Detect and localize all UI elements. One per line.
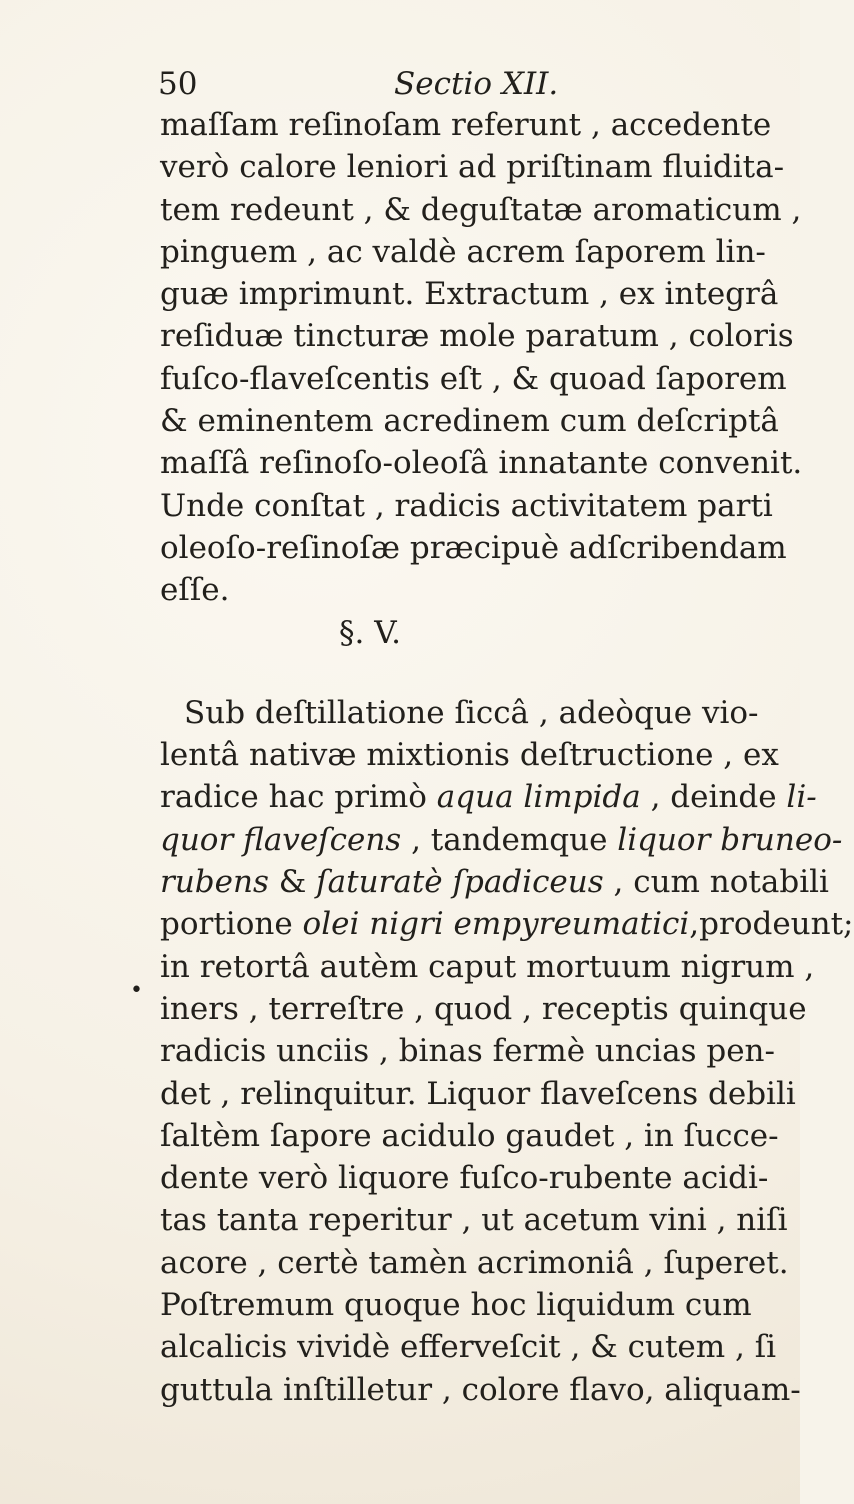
text-line — [160, 861, 829, 903]
text-run: ,prodeunt; — [689, 906, 854, 943]
text-line: Poſtremum quoque hoc liquidum cum — [160, 1287, 752, 1324]
body-text — [160, 104, 854, 1411]
text-line: pinguem , ac valdè acrem ſaporem lin- — [160, 233, 766, 270]
text-line: det , relinquitur. Liquor flaveſcens debili — [160, 1075, 796, 1112]
text-line: alcalicis vividè efferveſcit , & cutem , ſi — [160, 1329, 777, 1366]
italic-term: quor flaveſcens — [160, 821, 402, 858]
section-heading: §. V. — [338, 614, 402, 651]
paragraph-2 — [160, 692, 854, 1411]
text-line: dente verò liquore fuſco-rubente acidi- — [160, 1160, 769, 1197]
paragraph-1 — [160, 104, 803, 612]
text-line: in retortâ autèm caput mortuum nigrum , — [160, 948, 815, 985]
text-line: lentâ nativæ mixtionis deſtructione , ex — [160, 737, 779, 774]
text-line: Unde conſtat , radicis activitatem parti — [160, 487, 773, 524]
text-line: ſaltèm ſapore acidulo gaudet , in ſucce- — [160, 1117, 779, 1154]
text-line — [160, 776, 817, 818]
page-number: 50 — [158, 66, 198, 102]
italic-term: li- — [786, 779, 817, 816]
text-run: radice hac primò — [160, 779, 437, 816]
text-line: maſſâ reſinoſo-oleoſâ innatante convenit. — [160, 445, 803, 482]
text-line: & eminentem acredinem cum deſcriptâ — [160, 403, 779, 440]
text-line: tem redeunt , & deguſtatæ aromaticum , — [160, 191, 802, 228]
text-run: , tandemque — [401, 821, 618, 858]
text-line — [160, 819, 843, 861]
text-run: portione — [160, 906, 303, 943]
section-spacer — [160, 654, 800, 692]
page-header — [158, 66, 758, 106]
text-line: fuſco-flaveſcentis eſt , & quoad ſaporem — [160, 360, 787, 397]
text-run: & — [268, 864, 317, 901]
italic-term: ſaturatè ſpadiceus — [316, 864, 604, 901]
text-line: oleoſo-reſinoſæ præcipuè adſcribendam — [160, 529, 787, 566]
text-line: acore , certè tamèn acrimoniâ , ſuperet. — [160, 1244, 789, 1281]
text-line: guæ imprimunt. Extractum , ex integrâ — [160, 276, 779, 313]
text-line: eſſe. — [160, 572, 230, 609]
text-line: Sub deſtillatione ſiccâ , adeòque vio- — [184, 694, 759, 731]
italic-term: rubens — [160, 864, 269, 901]
text-line: verò calore leniori ad priſtinam fluidita- — [160, 149, 785, 186]
margin-mark: • — [130, 978, 143, 1003]
italic-term: olei nigri empyreumatici — [302, 906, 690, 943]
text-line: iners , terreſtre , quod , receptis quinque — [160, 990, 807, 1027]
text-line: tas tanta reperitur , ut acetum vini , niſi — [160, 1202, 788, 1239]
text-line: guttula inſtilletur , colore flavo, aliquam- — [160, 1371, 801, 1408]
italic-term: aqua limpida — [436, 779, 641, 816]
text-line: reſiduæ tincturæ mole paratum , coloris — [160, 318, 794, 355]
text-line — [160, 903, 854, 945]
text-line: maſſam reſinoſam referunt , accedente — [160, 107, 772, 143]
running-head: Sectio XII. — [394, 66, 559, 102]
text-run: , deinde — [640, 779, 787, 816]
italic-term: liquor bruneo- — [617, 821, 843, 858]
text-run: , cum notabili — [603, 864, 829, 901]
text-line: radicis unciis , binas fermè uncias pen- — [160, 1033, 775, 1070]
